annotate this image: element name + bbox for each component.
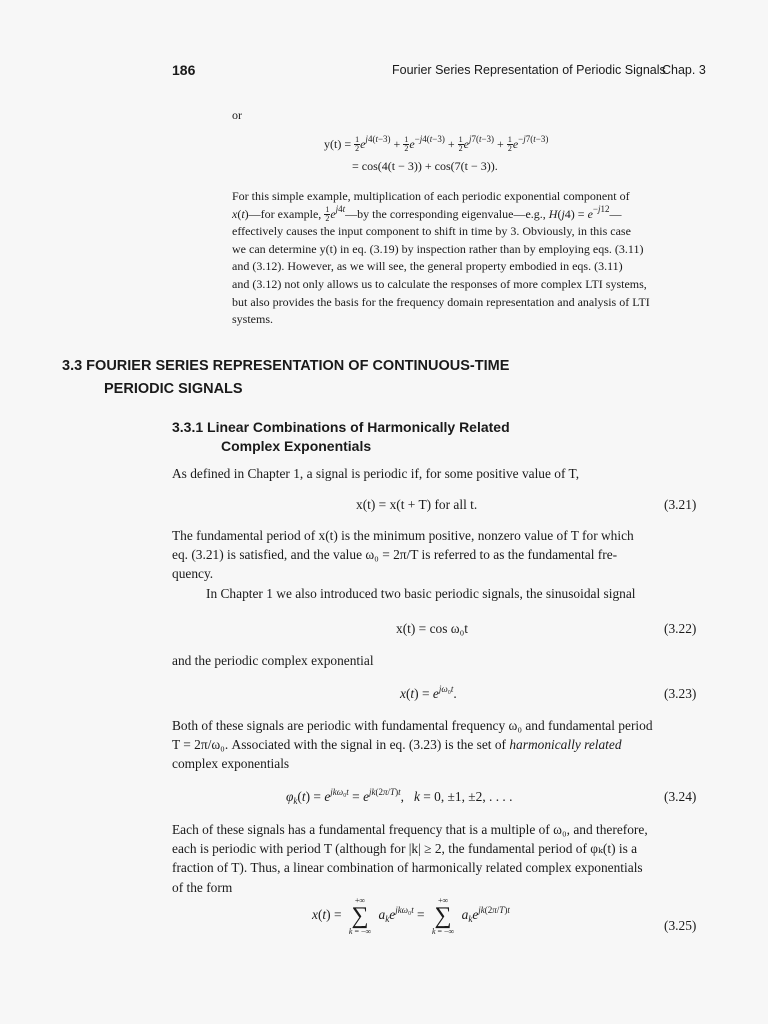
paragraph-example bbox=[232, 188, 704, 329]
equation-number-3-24: (3.24) bbox=[664, 789, 697, 804]
paragraph-intro-signals: In Chapter 1 we also introduced two basic periodic signals, the sinusoidal signal bbox=[206, 586, 636, 601]
equation-3-21: x(t) = x(t + T) for all t. bbox=[356, 497, 478, 512]
p6-line1: Each of these signals has a fundamental frequency that is a multiple of ω₀, and therefore, bbox=[172, 822, 648, 837]
para1-line8: systems. bbox=[232, 312, 274, 327]
paragraph-linear-combination bbox=[172, 820, 704, 897]
para1-line7: but also provides the basis for the frequency domain representation and analysis of LTI bbox=[232, 294, 650, 309]
subsection-heading-line1: 3.3.1 Linear Combinations of Harmonically Related bbox=[172, 419, 510, 435]
equation-number-3-22: (3.22) bbox=[664, 621, 697, 636]
p6-line3: fraction of T). Thus, a linear combination of harmonically related complex exponentials bbox=[172, 860, 643, 876]
p5-line1: Both of these signals are periodic with fundamental frequency ω₀ and fundamental period bbox=[172, 718, 653, 733]
p6-line4: of the form bbox=[172, 879, 233, 895]
equation-number-3-21: (3.21) bbox=[664, 497, 697, 512]
para1-line2: x(t)—for example, $\frac{1}{2}$ $e^{j4t}—by$ the corresponding eigenvalue—e.g., $H(j4) = e^{-j12}—$ bbox=[232, 203, 622, 223]
p5-line2: T = 2π/ω₀. Associated with the signal in eq. (3.23) is the set of harmonically related bbox=[172, 737, 622, 753]
para1-line5: and (3.12). However, as we will see, the general property embodied in eqs. (3.11) bbox=[232, 259, 623, 274]
p2-line1: The fundamental period of x(t) is the minimum positive, nonzero value of T for which bbox=[172, 528, 634, 543]
chapter-label: Chap. 3 bbox=[662, 63, 706, 77]
page-number: 186 bbox=[172, 62, 196, 78]
paragraph-complex-exp: and the periodic complex exponential bbox=[172, 653, 374, 668]
subsection-heading-line2: Complex Exponentials bbox=[221, 438, 372, 454]
section-heading-line2: PERIODIC SIGNALS bbox=[104, 381, 243, 397]
equation-y-lhs: y(t) = bbox=[324, 137, 352, 151]
paragraph-fundamental-period bbox=[172, 526, 704, 584]
equation-3-25: x(t) = +∞ ∑ k = −∞ $a_ke^{jk\omega_0t}$ = +∞ ∑ k = −∞ $a_ke^{jk(2\pi/T)t}$ bbox=[312, 896, 510, 936]
equation-3-24: $\varphi_k(t) = e^{jk\omega_0t} = e^{jk(2\pi/T)t}$, k = 0, ±1, ±2, . . . . bbox=[286, 787, 513, 806]
equation-3-23: $x(t) = e^{j\omega_0t}$. bbox=[400, 684, 457, 701]
equation-y-line2: = cos(4(t − 3)) + cos(7(t − 3)). bbox=[352, 159, 498, 173]
or-text: or bbox=[232, 108, 242, 122]
p2-line2: eq. (3.21) is satisfied, and the value ω₀ = 2π/T is referred to as the fundamental fre- bbox=[172, 547, 618, 563]
para1-line4: we can determine y(t) in eq. (3.19) by inspection rather than by employing eqs. (3.11) bbox=[232, 241, 644, 256]
equation-number-3-25: (3.25) bbox=[664, 918, 697, 933]
p5-line3: complex exponentials bbox=[172, 756, 290, 772]
equation-number-3-23: (3.23) bbox=[664, 686, 697, 701]
p6-line2: each is periodic with period T (although for |k| ≥ 2, the fundamental period of φₖ(t) is a bbox=[172, 841, 638, 857]
running-title: Fourier Series Representation of Periodic Signals bbox=[392, 63, 666, 77]
equation-y-line1: y(t) = $\frac{1}{2}$ $e^{j4(t-3)}$ + $\frac{1}{2}$ $e^{-j4(t-3)}$ + $\frac{1}{2}$ $e^{j7(t-3)}$ + $\frac{1}{2}$ $e^{-j7(t-3)}$ bbox=[324, 134, 549, 153]
section-heading-line1: 3.3 FOURIER SERIES REPRESENTATION OF CONTINUOUS-TIME bbox=[62, 358, 510, 374]
para1-line1: For this simple example, multiplication of each periodic exponential component of bbox=[232, 189, 630, 203]
p2-line3: quency. bbox=[172, 566, 214, 582]
para1-line3: effectively causes the input component to shift in time by 3. Obviously, in this case bbox=[232, 224, 631, 239]
para1-line6: and (3.12) not only allows us to calculate the responses of more complex LTI systems, bbox=[232, 276, 647, 291]
equation-3-22: x(t) = cos ω₀t bbox=[396, 621, 468, 636]
paragraph-harmonic bbox=[172, 716, 704, 774]
paragraph-periodic-def: As defined in Chapter 1, a signal is periodic if, for some positive value of T, bbox=[172, 466, 580, 481]
